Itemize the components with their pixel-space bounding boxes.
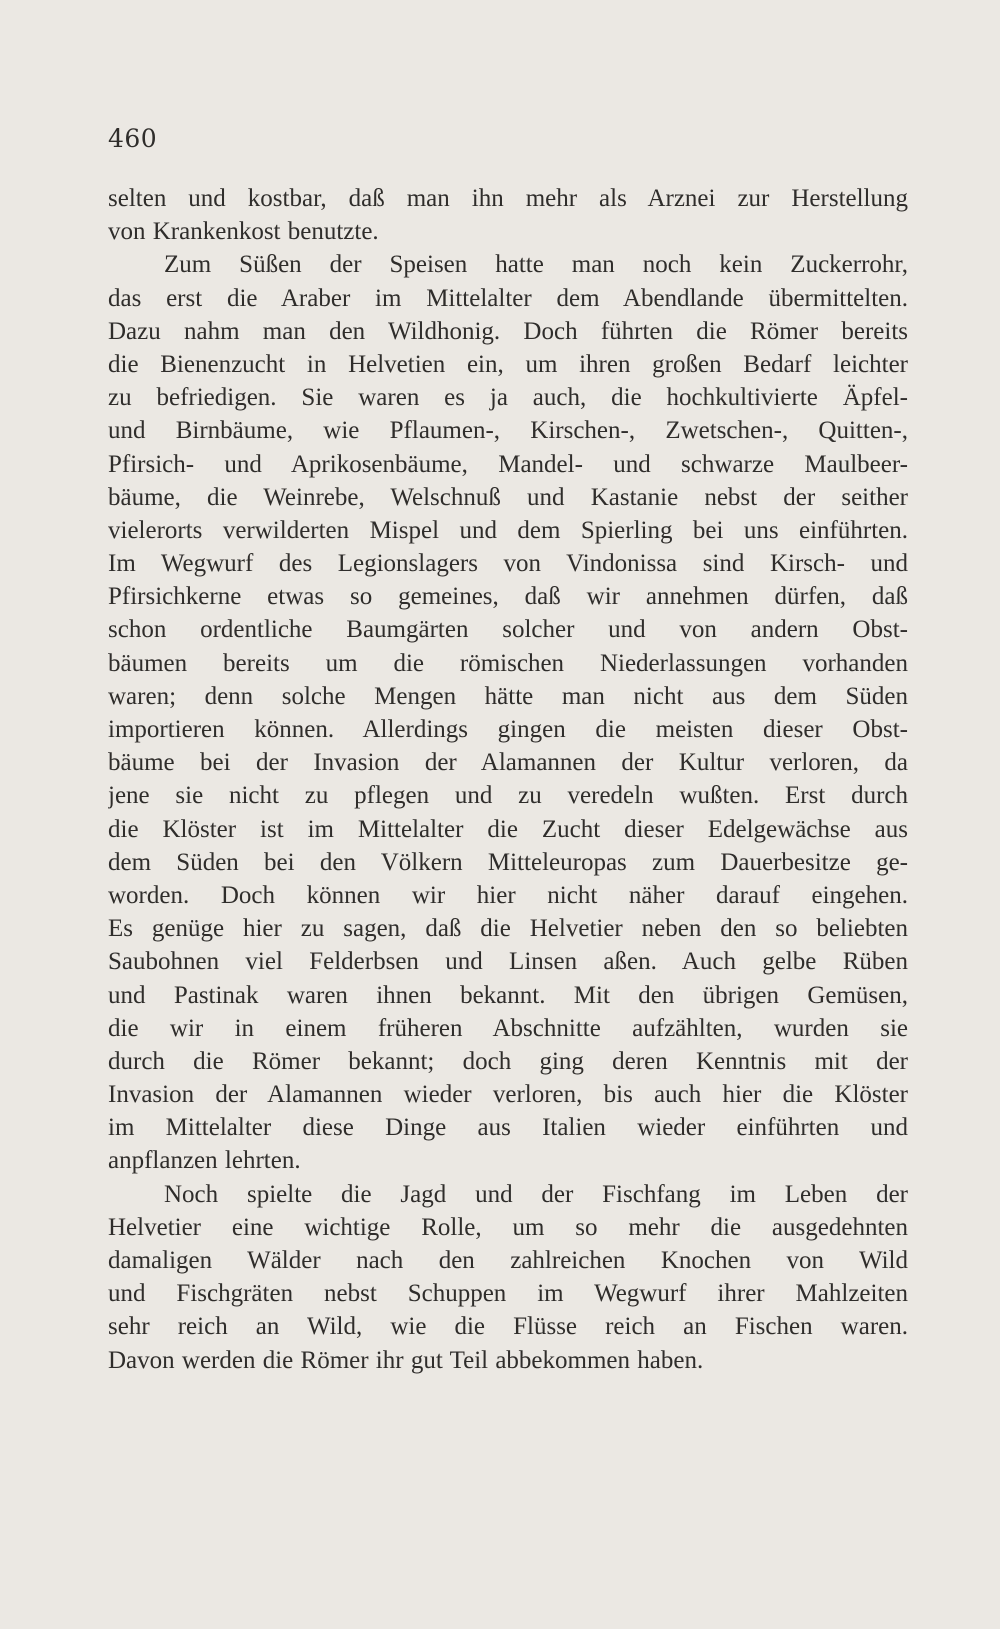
- text-line-content: bäumen bereits um die römischen Niederlassungen vorhanden: [108, 649, 908, 677]
- text-line-content: die Bienenzucht in Helvetien ein, um ihren großen Bedarf leichter: [108, 350, 908, 378]
- text-line: [108, 315, 908, 348]
- text-line-content: Noch spielte die Jagd und der Fischfang im Leben der: [164, 1180, 908, 1208]
- text-line: [108, 1344, 908, 1377]
- text-line-content: worden. Doch können wir hier nicht näher darauf eingehen.: [108, 881, 908, 909]
- text-line-content: das erst die Araber im Mittelalter dem Abendlande übermittelten.: [108, 284, 908, 312]
- text-line: [108, 1144, 908, 1177]
- text-line: [108, 348, 908, 381]
- text-line: [108, 414, 908, 447]
- page-number: 460: [108, 124, 158, 153]
- text-line: [108, 1111, 908, 1144]
- text-line-content: Helvetier eine wichtige Rolle, um so mehr die ausgedehnten: [108, 1213, 908, 1241]
- text-line: [108, 1244, 908, 1277]
- text-line-content: anpflanzen lehrten.: [108, 1147, 301, 1175]
- text-line-content: schon ordentliche Baumgärten solcher und von andern Obst-: [108, 616, 908, 644]
- text-line: [108, 514, 908, 547]
- text-line-content: waren; denn solche Mengen hätte man nicht aus dem Süden: [108, 682, 908, 710]
- paragraph: [108, 182, 908, 248]
- text-line-content: zu befriedigen. Sie waren es ja auch, die hochkultivierte Äpfel-: [108, 384, 908, 412]
- text-line-content: sehr reich an Wild, wie die Flüsse reich an Fischen waren.: [108, 1313, 908, 1341]
- text-line: [108, 481, 908, 514]
- text-line: [108, 912, 908, 945]
- text-line: [108, 680, 908, 713]
- text-line-content: Davon werden die Römer ihr gut Teil abbekommen haben.: [108, 1346, 704, 1374]
- text-line-content: Pfirsichkerne etwas so gemeines, daß wir annehmen dürfen, daß: [108, 583, 908, 611]
- text-line: [108, 1045, 908, 1078]
- paragraph: [108, 1178, 908, 1377]
- text-line: [108, 813, 908, 846]
- text-line-content: Saubohnen viel Felderbsen und Linsen aßen. Auch gelbe Rüben: [108, 948, 908, 976]
- text-line-content: im Mittelalter diese Dinge aus Italien wieder einführten und: [108, 1114, 908, 1142]
- text-line-content: dem Süden bei den Völkern Mitteleuropas zum Dauerbesitze ge-: [108, 848, 908, 876]
- text-line-content: bäume bei der Invasion der Alamannen der Kultur verloren, da: [108, 749, 908, 777]
- text-line-content: die Klöster ist im Mittelalter die Zucht dieser Edelgewächse aus: [108, 815, 908, 843]
- text-line-content: Dazu nahm man den Wildhonig. Doch führten die Römer bereits: [108, 317, 908, 345]
- body-text: [108, 182, 908, 1377]
- paragraph: [108, 248, 908, 1177]
- text-line: [108, 248, 908, 281]
- text-line-content: durch die Römer bekannt; doch ging deren Kenntnis mit der: [108, 1047, 908, 1075]
- text-line-content: und Fischgräten nebst Schuppen im Wegwurf ihrer Mahlzeiten: [108, 1280, 908, 1308]
- text-line: [108, 945, 908, 978]
- text-line-content: Pfirsich- und Aprikosenbäume, Mandel- und schwarze Maulbeer-: [108, 450, 908, 478]
- text-line: [108, 1178, 908, 1211]
- text-line-content: importieren können. Allerdings gingen die meisten dieser Obst-: [108, 716, 908, 743]
- text-line: [108, 1310, 908, 1343]
- text-line-content: vielerorts verwilderten Mispel und dem Spierling bei uns einführten.: [108, 516, 908, 544]
- text-line: [108, 1078, 908, 1111]
- text-line-content: bäume, die Weinrebe, Welschnuß und Kastanie nebst der seither: [108, 483, 908, 511]
- text-line: [108, 647, 908, 680]
- text-line-content: selten und kostbar, daß man ihn mehr als Arznei zur Herstellung: [108, 185, 908, 212]
- text-line: [108, 713, 908, 746]
- text-line-content: Invasion der Alamannen wieder verloren, bis auch hier die Klöster: [108, 1081, 908, 1109]
- text-line-content: von Krankenkost benutzte.: [108, 218, 379, 246]
- text-line: [108, 846, 908, 879]
- text-line: [108, 282, 908, 315]
- text-line-content: und Pastinak waren ihnen bekannt. Mit den übrigen Gemüsen,: [108, 981, 908, 1009]
- text-line: [108, 381, 908, 414]
- text-line: [108, 979, 908, 1012]
- text-line: [108, 879, 908, 912]
- text-line: [108, 1012, 908, 1045]
- text-line: [108, 547, 908, 580]
- text-line-content: Zum Süßen der Speisen hatte man noch kein Zuckerrohr,: [164, 251, 908, 279]
- text-line: [108, 1211, 908, 1244]
- text-line: [108, 580, 908, 613]
- text-line: [108, 182, 908, 215]
- text-line: [108, 613, 908, 646]
- text-line-content: damaligen Wälder nach den zahlreichen Knochen von Wild: [108, 1247, 908, 1274]
- text-line-content: Im Wegwurf des Legionslagers von Vindonissa sind Kirsch- und: [108, 550, 908, 578]
- text-line-content: Es genüge hier zu sagen, daß die Helvetier neben den so beliebten: [108, 915, 908, 943]
- text-line: [108, 746, 908, 779]
- text-line-content: die wir in einem früheren Abschnitte aufzählten, wurden sie: [108, 1014, 908, 1042]
- text-line: [108, 1277, 908, 1310]
- text-line-content: jene sie nicht zu pflegen und zu veredeln wußten. Erst durch: [108, 782, 908, 810]
- text-line: [108, 779, 908, 812]
- text-line-content: und Birnbäume, wie Pflaumen-, Kirschen-, Zwetschen-, Quitten-,: [108, 417, 908, 445]
- text-line: [108, 448, 908, 481]
- text-line: [108, 215, 908, 248]
